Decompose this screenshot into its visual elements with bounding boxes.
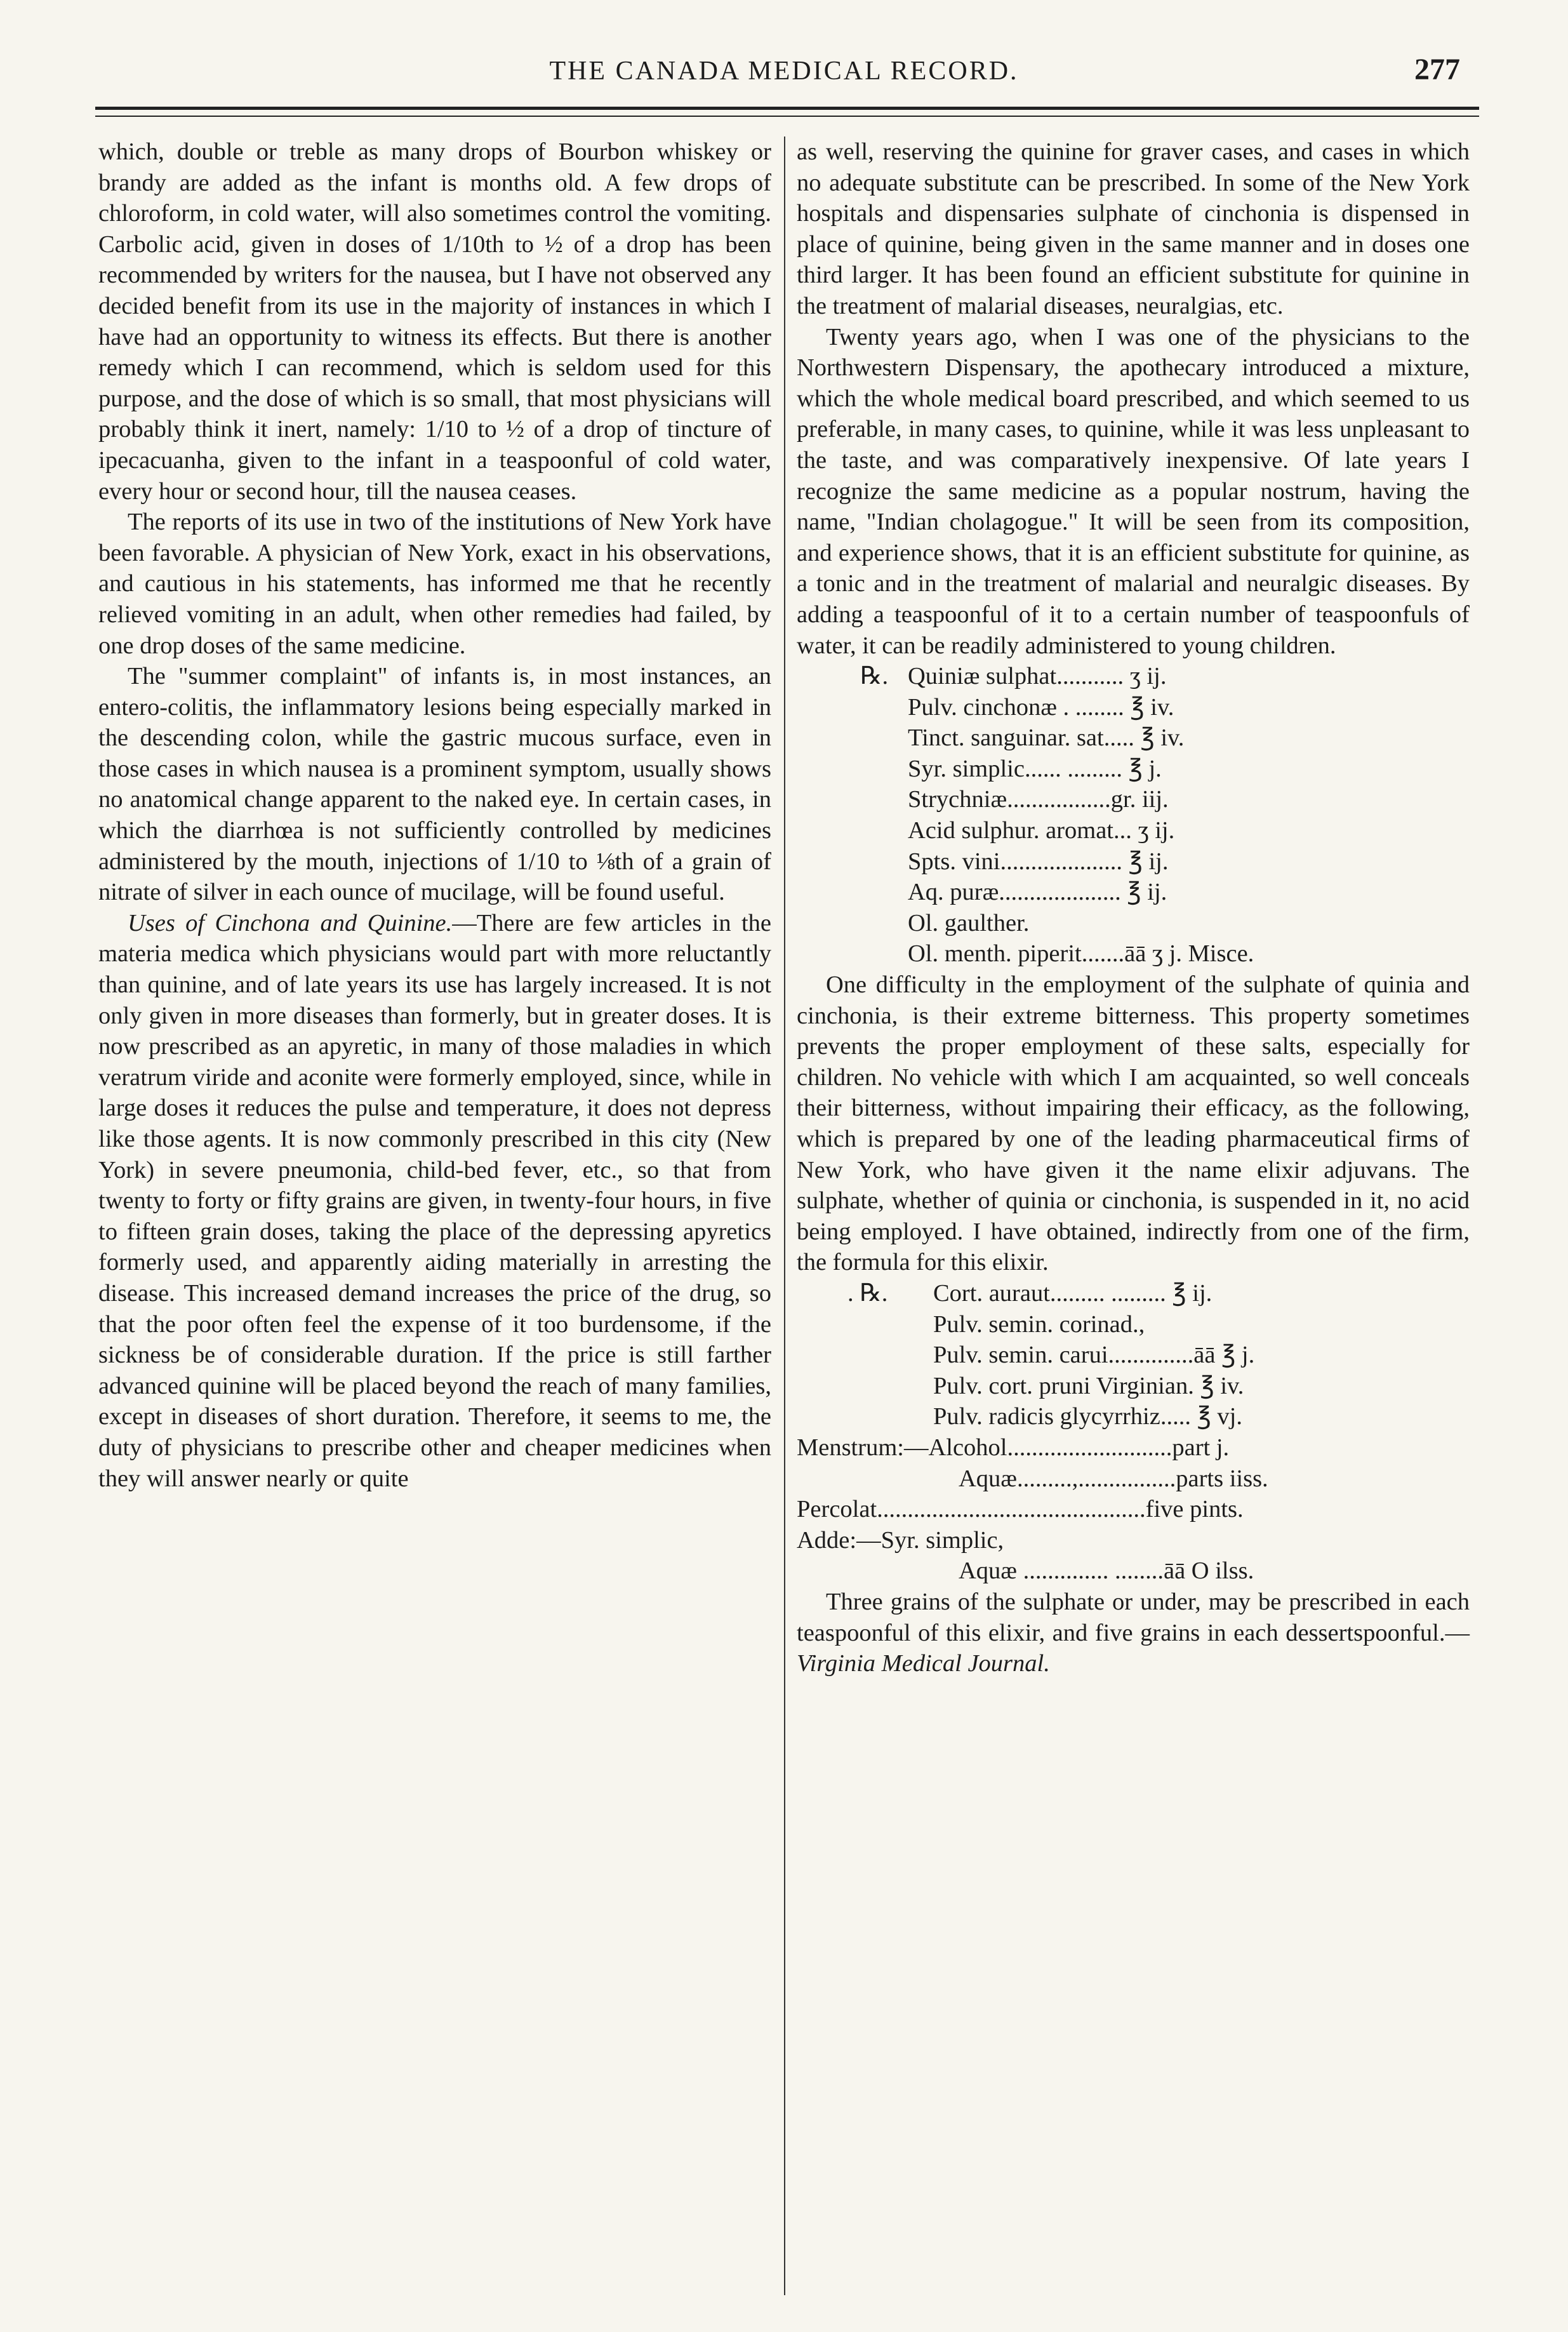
prescription-line: Pulv. cort. pruni Virginian. ℥ iv.: [933, 1372, 1244, 1399]
recipe-symbol: . ℞.: [847, 1279, 888, 1307]
header-rule-thin: [95, 116, 1479, 117]
header-rule-thick: [95, 107, 1479, 110]
paragraph: [98, 908, 771, 1494]
column-divider: [784, 137, 785, 2295]
paragraph-text: —There are few articles in the materia medica which physicians would part with more reluctantly than quinine, and of late years its use has largely increased. It is not only given in more diseases than formerly, but in greater doses. It is now prescribed as an apyretic, in many of those maladies in which veratrum viride and aconite were formerly employed, since, while in large doses it reduces the pulse and temperature, it does not depress like those agents. It is now commonly prescribed in this city (New York) in severe pneumonia, child-bed fever, etc., so that from twenty to forty or fifty grains are given, in twenty-four hours, in five to fifteen grain doses, taking the place of the depressing apyretics formerly used, and apparently aiding materially in arresting the disease. This increased demand increases the price of the drug, so that the poor often feel the expense of it too burdensome, if the sickness be of considerable duration. If the price is still farther advanced quinine will be placed beyond the reach of many families, except in diseases of short duration. Therefore, it seems to me, the duty of physicians to prescribe other and cheaper medicines when they will answer nearly or quite: [98, 909, 771, 1492]
section-heading: Uses of Cinchona and Quinine.: [128, 909, 453, 936]
prescription-list: [797, 1278, 1470, 1432]
menstruum-list: [797, 1432, 1470, 1587]
menstruum-line: Aquæ .............. ........āā O ilss.: [959, 1557, 1254, 1585]
menstruum-line: Percolat............................................five pints.: [797, 1496, 1244, 1523]
running-head: [95, 50, 1473, 94]
menstruum-line: Adde:—Syr. simplic,: [797, 1526, 1004, 1554]
right-column: [797, 137, 1470, 1679]
journal-title: THE CANADA MEDICAL RECORD.: [549, 57, 1019, 86]
paragraph: as well, reserving the quinine for graver cases, and cases in which no adequate substitute can be prescribed. In some of the New York hospitals and dispensaries sulphate of cinchonia is dispensed in place of quinine, being given in the same manner and in doses one third larger. It has been found an efficient substitute for quinine in the treatment of malarial diseases, neuralgias, etc.: [797, 138, 1470, 319]
prescription-line: Spts. vini.................... ℥ ij.: [908, 848, 1169, 875]
prescription-line: Pulv. semin. carui..............āā ℥ j.: [933, 1342, 1255, 1369]
paragraph: The "summer complaint" of infants is, in most instances, an entero-colitis, the inflammatory lesions being especially marked in the descending colon, while the gastric mucous surface, even in those cases in which nausea is a prominent symptom, usually shows no anatomical change apparent to the naked eye. In certain cases, in which the diarrhœa is not sufficiently controlled by medicines administered by the mouth, injections of 1/10 to ⅛th of a grain of nitrate of silver in each ounce of mucilage, will be found useful.: [98, 663, 771, 906]
paragraph-text: Three grains of the sulphate or under, may be prescribed in each teaspoonful of this elixir, and five grains in each dessertspoonful.—: [797, 1588, 1470, 1646]
prescription-line: Pulv. semin. corinad.,: [933, 1310, 1145, 1338]
prescription-line: Ol. menth. piperit.......āā ʒ j. Misce.: [908, 940, 1254, 968]
prescription-line: Acid sulphur. aromat... ʒ ij.: [908, 817, 1175, 844]
prescription-line: Tinct. sanguinar. sat..... ℥ iv.: [908, 724, 1185, 752]
left-column: [98, 137, 771, 1494]
menstruum-line: Menstrum:—Alcohol...........................part j.: [797, 1434, 1230, 1461]
prescription-list: [797, 661, 1470, 969]
paragraph: which, double or treble as many drops of Bourbon whiskey or brandy are added as the infant is months old. A few drops of chloroform, in cold water, will also sometimes control the vomiting. Carbolic acid, given in doses of 1/10th to ½ of a drop has been recommended by writers for the nausea, but I have not observed any decided benefit from its use in the majority of instances in which I have had an opportunity to witness its effects. But there is another remedy which I can recommend, which is seldom used for this purpose, and the dose of which is so small, that most physicians will probably think it inert, namely: 1/10 to ½ of a drop of tincture of ipecacuanha, given to the infant in a teaspoonful of cold water, every hour or second hour, till the nausea ceases.: [98, 138, 771, 505]
prescription-line: Strychniæ.................gr. iij.: [908, 786, 1169, 813]
paragraph: Twenty years ago, when I was one of the physicians to the Northwestern Dispensary, the apothecary introduced a mixture, which the whole medical board prescribed, and which seemed to us preferable, in many cases, to quinine, while it was less unpleasant to the taste, and was comparatively inexpensive. Of late years I recognize the same medicine as a popular nostrum, having the name, "Indian cholagogue." It will be seen from its composition, and experience shows, that it is an efficient substitute for quinine, as a tonic and in the treatment of malarial and neuralgic diseases. By adding a teaspoonful of it to a certain number of teaspoonfuls of water, it can be readily administered to young children.: [797, 323, 1470, 659]
prescription-line: Ol. gaulther.: [908, 909, 1030, 936]
menstruum-line: Aquæ.........,................parts iiss.: [959, 1465, 1268, 1492]
paragraph: The reports of its use in two of the institutions of New York have been favorable. A physician of New York, exact in his observations, and cautious in his statements, has informed me that he recently relieved vomiting in an adult, when other remedies had failed, by one drop doses of the same medicine.: [98, 509, 771, 659]
prescription-line: Syr. simplic...... ......... ℥ j.: [908, 755, 1162, 782]
prescription-line: Pulv. radicis glycyrrhiz..... ℥ vj.: [933, 1403, 1243, 1430]
source-citation: Virginia Medical Journal.: [797, 1650, 1050, 1677]
paragraph: [797, 1587, 1470, 1679]
prescription-line: Pulv. cinchonæ . ........ ℥ iv.: [908, 693, 1174, 721]
page-number: 277: [1414, 53, 1460, 86]
prescription-line: Aq. puræ.................... ℥ ij.: [908, 879, 1167, 906]
recipe-symbol: ℞.: [860, 663, 889, 690]
prescription-line: ℞. Quiniæ sulphat........... ʒ ij.: [797, 661, 1470, 692]
prescription-line: . ℞. Cort. auraut......... ......... ℥ ij.: [797, 1278, 1470, 1309]
paragraph: One difficulty in the employment of the sulphate of quinia and cinchonia, is their extreme bitterness. This property sometimes prevents the proper employment of these salts, especially for children. No vehicle with which I am acquainted, so well conceals their bitterness, without impairing their efficacy, as the following, which is prepared by one of the leading pharmaceutical firms of New York, who have given it the name elixir adjuvans. The sulphate, whether of quinia or cinchonia, is suspended in it, no acid being employed. I have obtained, indirectly from one of the firm, the formula for this elixir.: [797, 971, 1470, 1276]
